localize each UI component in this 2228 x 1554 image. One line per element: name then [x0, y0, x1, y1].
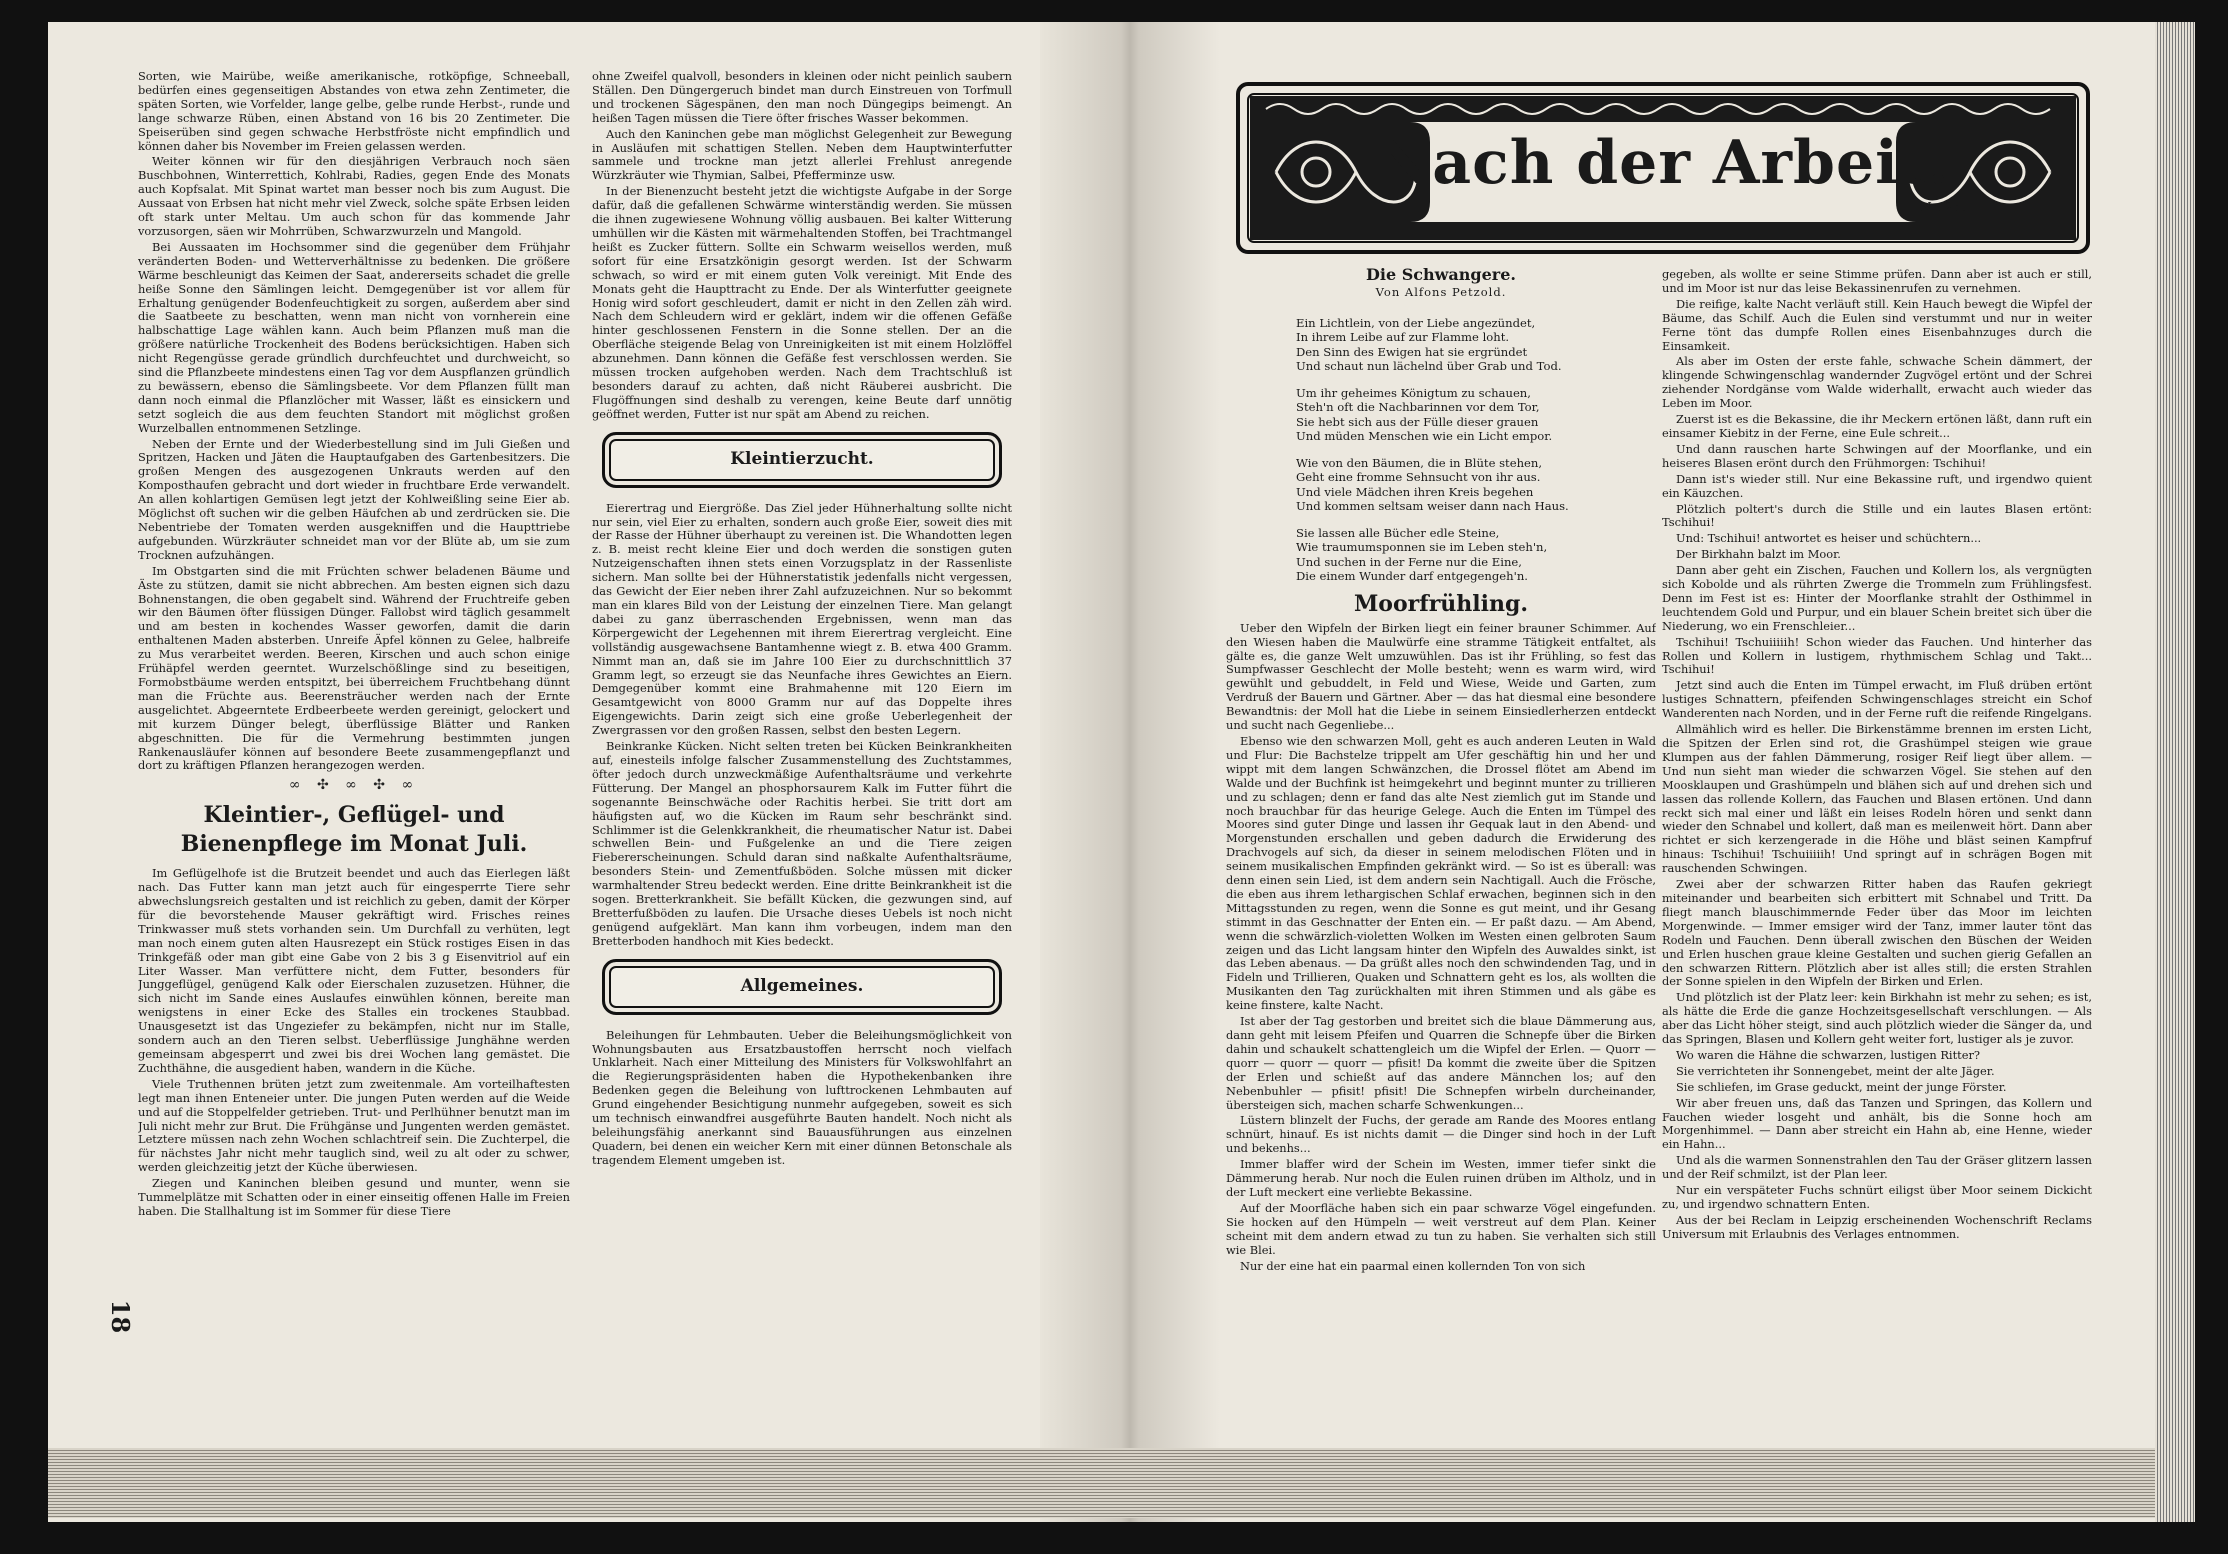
- paragraph: Und plötzlich ist der Platz leer: kein Birkhahn ist mehr zu sehen; es ist, als hätte die Erde die ganze Hochzeitsgesellschaft verschlungen. — Als aber das Licht höher steigt, sind auch plötzlich wieder die Sänger da, und das Springen, Blasen und Kollern geht weiter fort, lustiger als je zuvor.: [1662, 990, 2092, 1047]
- right-column-2: [1662, 268, 2092, 1378]
- paragraph: Ebenso wie den schwarzen Moll, geht es auch anderen Leuten in Wald und Flur: Die Bachstelze trippelt am Ufer geschäftig hin und her und wippt mit dem langen Schwänzchen, die Drossel flötet am Abend im Walde und der Buchfink ist heimgekehrt und beginnt munter zu trillieren und zu schlagen; denn er fand das alte Nest ziemlich gut im Stande und noch brauchbar für das heurige Gelege. Auch die Enten im Tümpel des Moores sind guter Dinge und lassen ihr Gequak laut in den Abend- und Morgenstunden erschallen und geben dadurch die Erwiderung des Drachvogels auf sich, da dieser in seinem melodischen Flöten und in seinem musikalischen Empfinden gekränkt wird. — So ist es überall: was denn einen sein Lied, ist dem andern sein Nachtigall. Auch die Frösche, die eben aus ihrem lethargischen Schlaf erwachen, beginnen sich in den Mittagsstunden zu regen, wenn die Sonne es gut meint, und ihr Gesang stimmt in das Geschnatter der Enten ein. — Er paßt dazu. — Am Abend, wenn die schwärzlich-violetten Wolken im Westen einen gelbroten Saum zeigen und das Licht langsam hinter den Wipfeln des Auwaldes sinkt, ist das Leben abenaus. — Da grüßt alles noch den schwindenden Tag, und in Fideln und Trillieren, Quaken und Schnattern geht es los, als wollten die Musikanten den Tag zurückhalten mit ihren Stimmen und als gäbe es keine finstere, kalte Nacht.: [1226, 733, 1656, 1013]
- paragraph: Ziegen und Kaninchen bleiben gesund und munter, wenn sie Tummelplätze mit Schatten oder in einer einseitig offenen Halle im Freien haben. Die Stallhaltung ist im Sommer für diese Tiere: [138, 1176, 570, 1218]
- left-column-2: [592, 70, 1012, 1405]
- paragraph: Beinkranke Kücken. Nicht selten treten bei Kücken Beinkrankheiten auf, einesteils infolge falscher Zusammenstellung des Zuchtstammes, öfter jedoch durch unzweckmäßige Aufenthaltsräume und verkehrte Fütterung. Der Mangel an phosphorsaurem Kalk im Futter führt die sogenannte Beinschwäche oder Rachitis herbei. Sie tritt dort am häufigsten auf, wo die Kücken im Raum sehr beschränkt sind. Schlimmer ist die Gelenkkrankheit, die rheumatischer Natur ist. Dabei schwellen Bein- und Fußgelenke an und die Tiere zeigen Fiebererscheinungen. Schuld daran sind naßkalte Aufenthaltsräume, besonders Stein- und Zementfußböden. Solche müssen mit dicker warmhaltender Streu bedeckt werden. Eine dritte Beinkrankheit ist die sogen. Bretterkrankheit. Sie befällt Kücken, die gezwungen sind, auf Bretterfußböden zu laufen. Die Ursache dieses Uebels ist noch nicht genügend aufgeklärt. Man kann ihm vorbeugen, indem man den Bretterboden handhoch mit Kies bedeckt.: [592, 739, 1012, 948]
- poem-line: Und müden Menschen wie ein Licht empor.: [1296, 429, 1553, 444]
- paragraph: Viele Truthennen brüten jetzt zum zweitenmale. Am vorteilhaftesten legt man ihnen Enteneier unter. Die jungen Puten werden auf die Weide und auf die Stoppelfelder getrieben. Trut- und Perlhühner benutzt man im Juli nicht mehr zur Brut. Die Frühgänse und Jungenten werden gemästet. Letztere müssen nach zehn Wochen schlachtreif sein. Die Zuchterpel, die für nächstes Jahr nicht mehr tauglich sind, weil zu alt oder zu schwer, werden gleichzeitig jetzt der Küche überwiesen.: [138, 1076, 570, 1175]
- poem-line: Sie lassen alle Bücher edle Steine,: [1296, 525, 1500, 540]
- paragraph: Sie verrichteten ihr Sonnengebet, meint der alte Jäger.: [1676, 1063, 1995, 1078]
- paragraph: Weiter können wir für den diesjährigen Verbrauch noch säen Buschbohnen, Winterrettich, Kohlrabi, Radies, gegen Ende des Monats auch Kopfsalat. Mit Spinat wartet man besser noch bis zum August. Die Aussaat von Erbsen hat nicht mehr viel Zweck, solche späte Erbsen leiden oft stark unter Meltau. Um auch schon für das kommende Jahr vorzusorgen, säen wir Mohrrüben, Schwarzwurzeln und Mangold.: [138, 154, 570, 238]
- paragraph: Nur der eine hat ein paarmal einen kollernden Ton von sich: [1240, 1258, 1586, 1273]
- paragraph: Jetzt sind auch die Enten im Tümpel erwacht, im Fluß drüben ertönt lustiges Schnattern, pfeifenden Schwingenschlages streicht ein Schof Wanderenten nach Norden, und in der Ferne ruft die reifende Ringelgans.: [1662, 678, 2092, 721]
- paragraph: Und als die warmen Sonnenstrahlen den Tau der Gräser glitzern lassen und der Reif schmilzt, ist der Plan leer.: [1662, 1153, 2092, 1182]
- boxed-heading-title: Kleintierzucht.: [730, 448, 874, 469]
- paragraph: Wo waren die Hähne die schwarzen, lustigen Ritter?: [1676, 1047, 1981, 1062]
- ornament-divider: ∞ ✣ ∞ ✣ ∞: [288, 777, 420, 794]
- paragraph: Im Geflügelhofe ist die Brutzeit beendet und auch das Eierlegen läßt nach. Das Futter kann man jetzt auch für eingesperrte Tiere sehr abwechslungsreich gestalten und ist reichlich zu geben, damit der Körper für die bevorstehende Mauser gekräftigt wird. Frisches reines Trinkwasser muß stets vorhanden sein. Um Durchfall zu verhüten, legt man noch einem guten alten Hausrezept ein Stück rostiges Eisen in das Trinkgefäß oder man gibt eine Gabe von 2 bis 3 g Eisenvitriol auf ein Liter Wasser. Man verfüttere nicht, dem Futter, besonders für Junggeflügel, genügend Kalk oder Eierschalen zuzusetzen. Hühner, die sich nicht im Sande eines Auslaufes einwühlen können, bereite man wenigstens in einer Ecke des Stalles ein trockenes Staubbad. Unausgesetzt ist das Ungeziefer zu bekämpfen, nicht nur im Stalle, sondern auch an den Tieren selbst. Ueberflüssige Junghähne werden gemeinsam abgesperrt und zwei bis drei Wochen lang gemästet. Die Zuchthähne, die ausgedient haben, wandern in die Küche.: [138, 866, 570, 1075]
- paragraph: Ueber den Wipfeln der Birken liegt ein feiner brauner Schimmer. Auf den Wiesen haben die Maulwürfe eine stramme Tätigkeit entfaltet, als gälte es, die ganze Welt umzuwühlen. Das ist ihr Frühling, so fest das Sumpfwasser Geschlecht der Molle besteht; wenn es warm wird, wird gewühlt und gebuddelt, in Feld und Wiese, Weide und Garten, zum Verdruß der Bauern und Gärtner. Aber — das hat diesmal eine besondere Bewandtnis: der Moll hat die Liebe in seinem Einsiedlerherzen entdeckt und sucht nach Gegenliebe...: [1226, 620, 1656, 733]
- poem-line: Um ihr geheimes Königtum zu schauen,: [1296, 385, 1531, 400]
- poem-line: Den Sinn des Ewigen hat sie ergründet: [1296, 344, 1528, 359]
- page-edge-right: [2155, 22, 2195, 1522]
- paragraph: Und dann rauschen harte Schwingen auf der Moorflanke, und ein heiseres Blasen erönt durch den Frühmorgen: Tschihui!: [1662, 441, 2092, 470]
- page-gutter: [1040, 22, 1220, 1522]
- paragraph: Ist aber der Tag gestorben und breitet sich die blaue Dämmerung aus, dann geht mit leisem Pfeifen und Quarren die Schnepfe über die Birken dahin und schaukelt schattengleich um die Wipfel der Erlen. — Quorr — quorr — quorr — quorr — pfisit! Da kommt die zweite über die Spitzen der Erlen und schießt auf das andere Männchen los; auf den Nebenbuhler — pfisit! pfisit! Die Schnepfen wirbeln durcheinander, übersteigen sich, machen scharfe Schwenkungen...: [1226, 1014, 1656, 1112]
- paragraph: Der Birkhahn balzt im Moor.: [1676, 547, 1841, 562]
- poem-line: Steh'n oft die Nachbarinnen vor dem Tor,: [1296, 400, 1540, 415]
- poem-title: Die Schwangere.: [1366, 268, 1516, 284]
- story-title: Moorfrühling.: [1353, 590, 1529, 617]
- paragraph: Eierertrag und Eiergröße. Das Ziel jeder Hühnerhaltung sollte nicht nur sein, viel Eier zu erhalten, sondern auch große Eier, soweit dies mit der Rasse der Hühner überhaupt zu vereinen ist. Die Whandotten legen z. B. meist recht kleine Eier und doch werden die sonstigen guten Nutzeigenschaften ihnen stets einen Vorzugsplatz in der Rassenliste sichern. Man sollte bei der Hühnerstatistik jedenfalls nicht vergessen, das Gewicht der Eier neben ihrer Zahl aufzuzeichnen. Nur so bekommt man ein klares Bild von der Leistung der einzelnen Tiere. Man gelangt dabei zu ganz überraschenden Ergebnissen, wenn man das Körpergewicht der Legehennen mit ihrem Eierertrag vergleicht. Eine vollständig ausgewachsene Bantamhenne wiegt z. B. etwa 400 Gramm. Nimmt man an, daß sie im Jahre 100 Eier zu durchschnittlich 37 Gramm legt, so erzeugt sie das Neunfache ihres Gewichtes an Eiern. Demgegenüber kommt eine Brahmahenne mit 120 Eiern im Gesamtgewicht von 8000 Gramm nur auf das Doppelte ihres Eigengewichts. Darin zeigt sich eine große Ueberlegenheit der Zwergrassen vor den großen Rassen, selbst den besten Legern.: [592, 500, 1012, 738]
- poem-line: In ihrem Leibe auf zur Flamme loht.: [1296, 330, 1510, 345]
- masthead-title: Nach der Arbeit.: [1376, 128, 1950, 198]
- paragraph: Nur ein verspäteter Fuchs schnürt eiligst über Moor seinem Dickicht zu, und irgendwo schnattern Enten.: [1662, 1183, 2092, 1211]
- poem-line: Und viele Mädchen ihren Kreis begehen: [1296, 484, 1534, 499]
- paragraph: Plötzlich poltert's durch die Stille und ein lautes Blasen ertönt: Tschihui!: [1662, 501, 2092, 530]
- poem-author: Von Alfons Petzold.: [1375, 284, 1507, 299]
- paragraph: gegeben, als wollte er seine Stimme prüfen. Dann aber ist auch er still, und im Moor ist nur das leise Bekassinenrufen zu vernehmen.: [1662, 268, 2092, 295]
- right-column-1: [1226, 268, 1656, 1378]
- paragraph: Auf der Moorfläche haben sich ein paar schwarze Vögel eingefunden. Sie hocken auf den Hümpeln — weit verstreut auf dem Plan. Keiner scheint mit dem andern etwad zu tun zu haben. Sie verhalten sich still wie Blei.: [1226, 1200, 1656, 1257]
- poem-line: Die einem Wunder darf entgegengeh'n.: [1296, 569, 1528, 584]
- poem-line: Und kommen seltsam weiser dann nach Haus.: [1296, 499, 1569, 514]
- paragraph: Die reifige, kalte Nacht verläuft still. Kein Hauch bewegt die Wipfel der Bäume, das Schilf. Auch die Eulen sind verstummt und nur in weiter Ferne tönt das dumpfe Rollen eines Eisenbahnzuges durch die Einsamkeit.: [1662, 296, 2092, 353]
- poem-line: Geht eine fromme Sehnsucht von ihr aus.: [1296, 470, 1541, 485]
- paragraph: Immer blaffer wird der Schein im Westen, immer tiefer sinkt die Dämmerung herab. Nur noch die Eulen ruinen drüben im Altholz, und in der Luft meckert eine verliebte Bekassine.: [1226, 1157, 1656, 1199]
- poem-stanza: [1296, 456, 1656, 514]
- boxed-heading: [602, 432, 1002, 488]
- poem-line: Ein Lichtlein, von der Liebe angezündet,: [1296, 315, 1536, 330]
- paragraph: Zwei aber der schwarzen Ritter haben das Raufen gekriegt miteinander und bearbeiten sich erbittert mit Schnabel und Tritt. Da fliegt manch blauschimmernde Feder über das Moor im leichten Morgenwinde. — Immer emsiger wird der Tanz, immer lauter tönt das Rodeln und Fauchen. Denn überall zwischen den Büschen der Weiden und Erlen huschen graue kleine Gestalten und suchen gierig Gefallen an den schwarzen Rittern. Plötzlich aber ist alles still; die ersten Strahlen der Sonne spielen in den Wipfeln der Birken und Erlen.: [1662, 877, 2092, 989]
- paragraph: Lüstern blinzelt der Fuchs, der gerade am Rande des Moores entlang schnürt, hinauf. Es ist nichts damit — die Dinger sind hoch in der Luft und bekenhs...: [1226, 1113, 1656, 1156]
- source-credit: Aus der bei Reclam in Leipzig erscheinenden Wochenschrift Reclams Universum mit Erlaubnis des Verlages entnommen.: [1662, 1212, 2092, 1241]
- poem-line: Sie hebt sich aus der Fülle dieser grauen: [1296, 414, 1539, 429]
- boxed-heading: [602, 959, 1002, 1015]
- paragraph: Beleihungen für Lehmbauten. Ueber die Beleihungsmöglichkeit von Wohnungsbauten aus Ersatzbaustoffen herrscht noch vielfach Unklarheit. Nach einer Mitteilung des Ministers für Volkswohlfahrt an die Regierungspräsidenten haben die Hypothekenbanken ihre Bedenken gegen die Beleihung von lufttrockenen Lehmbauten auf Grund eingehender Besichtigung nunmehr aufgegeben, soweit es sich um technisch einwandfrei ausgeführte Bauten handelt. Noch nicht als beleihungsfähig anerkannt sind Bauausführungen aus einzelnen Quadern, bei denen ein weicher Kern mit einer dünnen Betonschale als tragendem Element umgeben ist.: [592, 1027, 1012, 1167]
- paragraph: Bei Aussaaten im Hochsommer sind die gegenüber dem Frühjahr veränderten Boden- und Wetterverhältnisse zu bedenken. Die größere Wärme beschleunigt das Keimen der Saat, andererseits schadet die grelle heiße Sonne den Sämlingen leicht. Demgegenüber ist vor allem für Erhaltung genügender Bodenfeuchtigkeit zu sorgen, außerdem aber sind die Saatbeete zu beschatten, wenn man nicht von vornherein eine halbschattige Lage wählen kann. Auch beim Pflanzen muß man die größere natürliche Trockenheit des Bodens berücksichtigen. Haben sich nicht Regengüsse gerade gründlich durchfeuchtet und durchweicht, so sind die Pflanzbeete mindestens einen Tag vor dem Auspflanzen gründlich zu bewässern, ebenso die Sämlingsbeete. Vor dem Pflanzen füllt man dann noch einmal die Pflanzlöcher mit Wasser, läßt es einsickern und setzt sogleich die aus dem feuchten Standort mit möglichst großen Wurzelballen entnommenen Setzlinge.: [138, 239, 570, 435]
- paragraph: Dann aber geht ein Zischen, Fauchen und Kollern los, als vergnügten sich Kobolde und als rührten Zwerge die Trommeln zum Frühlingsfest. Denn im Fest ist es: Hinter der Moorflanke strahlt der Osthimmel in leuchtendem Gold und Purpur, und ein blauer Schein breitet sich über die Niederung, wo ein Frenschleier...: [1662, 563, 2092, 633]
- paragraph: Wir aber freuen uns, daß das Tanzen und Springen, das Kollern und Fauchen wieder losgeht und anhält, bis die Sonne hoch am Morgenhimmel. — Dann aber streicht ein Hahn ab, eine Henne, wieder ein Hahn...: [1662, 1095, 2092, 1152]
- paragraph: ohne Zweifel qualvoll, besonders in kleinen oder nicht peinlich saubern Ställen. Den Düngergeruch bindet man durch Einstreuen von Torfmull und trockenen Sägespänen, den man noch Düngegips beimengt. An heißen Tagen müssen die Tiere öfter frisches Wasser bekommen.: [592, 70, 1012, 125]
- masthead-banner: [1236, 82, 2090, 254]
- paragraph: Sie schliefen, im Grase geduckt, meint der junge Förster.: [1676, 1079, 2007, 1094]
- paragraph: Und: Tschihui! antwortet es heiser und schüchtern...: [1676, 531, 1982, 546]
- paragraph: Allmählich wird es heller. Die Birkenstämme brennen im ersten Licht, die Spitzen der Erlen sind rot, die Grashümpel steigen wie graue Klumpen aus der fahlen Dämmerung, rosiger Reif liegt über allem. — Und nun sieht man wieder die schwarzen Vögel. Sie stehen auf den Moosklaupen und Grashümpeln und blähen sich auf und drehen sich und lassen das rollende Kollern, das Fauchen und Blasen ertönen. Und dann reckt sich mal einer und läßt ein leises Rodeln hören und senkt dann wieder den Schnabel und kollert, daß man es meilenweit hört. Dann aber richtet er sich kerzengerade in die Höhe und bläst seinen Kampfruf hinaus: Tschihui! Tschuiiiiih! Und springt auf in schrägen Bogen mit rauschenden Schwingen.: [1662, 722, 2092, 876]
- paragraph: Auch den Kaninchen gebe man möglichst Gelegenheit zur Bewegung in Ausläufen mit schattigen Stellen. Neben dem Hauptwinterfutter sammele und trockne man jetzt allerlei Frehlust anregende Würzkräuter wie Thymian, Salbei, Pfefferminze usw.: [592, 126, 1012, 183]
- page-edge-bottom: [48, 1448, 2188, 1518]
- left-column-1: [138, 70, 570, 1405]
- poem-line: Und schaut nun lächelnd über Grab und Tod.: [1296, 359, 1562, 374]
- paragraph: Tschihui! Tschuiiiiih! Schon wieder das Fauchen. Und hinterher das Rollen und Kollern in lustigem, rhythmischem Schlag und Takt... Tschihui!: [1662, 634, 2092, 677]
- issue-number: Nr. 25.: [1920, 200, 1966, 214]
- poem-line: Wie von den Bäumen, die in Blüte stehen,: [1296, 455, 1543, 470]
- poem-line: Und suchen in der Ferne nur die Eine,: [1296, 554, 1522, 569]
- paragraph: Dann ist's wieder still. Nur eine Bekassine ruft, und irgendwo quient ein Käuzchen.: [1662, 471, 2092, 500]
- poem-line: Wie traumumsponnen sie im Leben steh'n,: [1296, 540, 1548, 555]
- section-heading: Kleintier-, Geflügel- und Bienenpflege im Monat Juli.: [180, 802, 528, 858]
- paragraph: Zuerst ist es die Bekassine, die ihr Meckern ertönen läßt, dann ruft ein einsamer Kiebitz in der Ferne, eine Eule schreit...: [1662, 412, 2092, 440]
- paragraph: Als aber im Osten der erste fahle, schwache Schein dämmert, der klingende Schwingenschlag wandernder Zugvögel ertönt und der Schrei ziehender Nordgänse vom Walde widerhallt, erwacht auch wieder das Leben im Moor.: [1662, 354, 2092, 411]
- paragraph: Sorten, wie Mairübe, weiße amerikanische, rotköpfige, Schneeball, bedürfen eines gegenseitigen Abstandes von etwa zehn Zentimeter, die späten Sorten, wie Vorfelder, lange gelbe, gelbe runde Herbst-, runde und lange schwarze Rüben, einen Abstand von 16 bis 20 Zentimeter. Die Speiserüben sind gegen schwache Herbstfröste nicht empfindlich und können daher bis November im Freien gelassen werden.: [138, 70, 570, 153]
- paragraph: In der Bienenzucht besteht jetzt die wichtigste Aufgabe in der Sorge dafür, daß die gefallenen Schwärme winterständig werden. Sie müssen die ihnen zugewiesene Wohnung völlig ausbauen. Bei kalter Witterung umhüllen wir die Kästen mit wärmehaltenden Stoffen, bei Trachtmangel heißt es Zucker füttern. Sollte ein Schwarm weisellos werden, muß sofort für eine Ersatzkönigin gesorgt werden. Ist der Schwarm schwach, so wird er mit einem guten Volk vereinigt. Mit Ende des Monats geht die Haupttracht zu Ende. Der als Winterfutter geeignete Honig wird sofort geschleudert, damit er nicht in den Zellen zäh wird. Nach dem Schleudern wird er geklärt, indem wir die offenen Gefäße hinter geschlossenen Fenstern in die Sonne stellen. Der an die Oberfläche steigende Belag von Unreinigkeiten ist mit einem Holzlöffel abzunehmen. Dann können die Gefäße fest verschlossen werden. Sie müssen trocken aufgehoben werden. Nach dem Trachtschluß ist besonders darauf zu achten, daß nicht Räuberei ausbricht. Die Flugöffnungen sind deshalb zu verengen, keine Beute darf unnötig geöffnet werden, Futter ist nur spät am Abend zu reichen.: [592, 184, 1012, 421]
- poem-stanza: [1296, 526, 1656, 584]
- boxed-heading-title: Allgemeines.: [740, 975, 864, 996]
- paragraph: Neben der Ernte und der Wiederbestellung sind im Juli Gießen und Spritzen, Hacken und Jäten die Hauptaufgaben des Gartenbesitzers. Die großen Mengen des ausgezogenen Unkrauts werden auf den Komposthaufen gebracht und dort wieder in fruchtbare Erde verwandelt. An allen kohlartigen Gemüsen legt jetzt der Kohlweißling seine Eier ab. Möglichst oft suchen wir die gelben Häufchen ab und zerdrücken sie. Die Nebentriebe der Tomaten werden ausgekniffen und die Haupttriebe aufgebunden. Würzkräuter schneidet man vor der Blüte ab, um sie zum Trocknen aufzuhängen.: [138, 436, 570, 562]
- poem-stanza: [1296, 316, 1656, 374]
- paragraph: Im Obstgarten sind die mit Früchten schwer beladenen Bäume und Äste zu stützen, damit sie nicht abbrechen. Am besten eignen sich dazu Bohnenstangen, die oben gegabelt sind. Während der Fruchtreife geben wir den Bäumen öfter flüssigen Dünger. Fallobst wird täglich gesammelt und am besten in kochendes Wasser geworfen, damit die darin enthaltenen Maden absterben. Unreife Äpfel können zu Gelee, halbreife zu Mus verarbeitet werden. Beeren, Kirschen und auch schon einige Frühäpfel werden geerntet. Wurzelschößlinge sind zu beseitigen, Formobstbäume werden entspitzt, bei überreichem Fruchtbehang dünnt man die Früchte aus. Beerensträucher werden nach der Ernte ausgelichtet. Abgeerntete Erdbeerbeete werden gereinigt, gelockert und mit kurzem Dünger belegt, überflüssige Blätter und Ranken abgeschnitten. Die für die Vermehrung bestimmten jungen Rankenausläufer können auf besondere Beete zusammengepflanzt und dort zu kräftigen Pflanzen herangezogen werden.: [138, 563, 570, 773]
- poem-stanza: [1296, 386, 1656, 444]
- page-number: 18: [106, 1299, 136, 1334]
